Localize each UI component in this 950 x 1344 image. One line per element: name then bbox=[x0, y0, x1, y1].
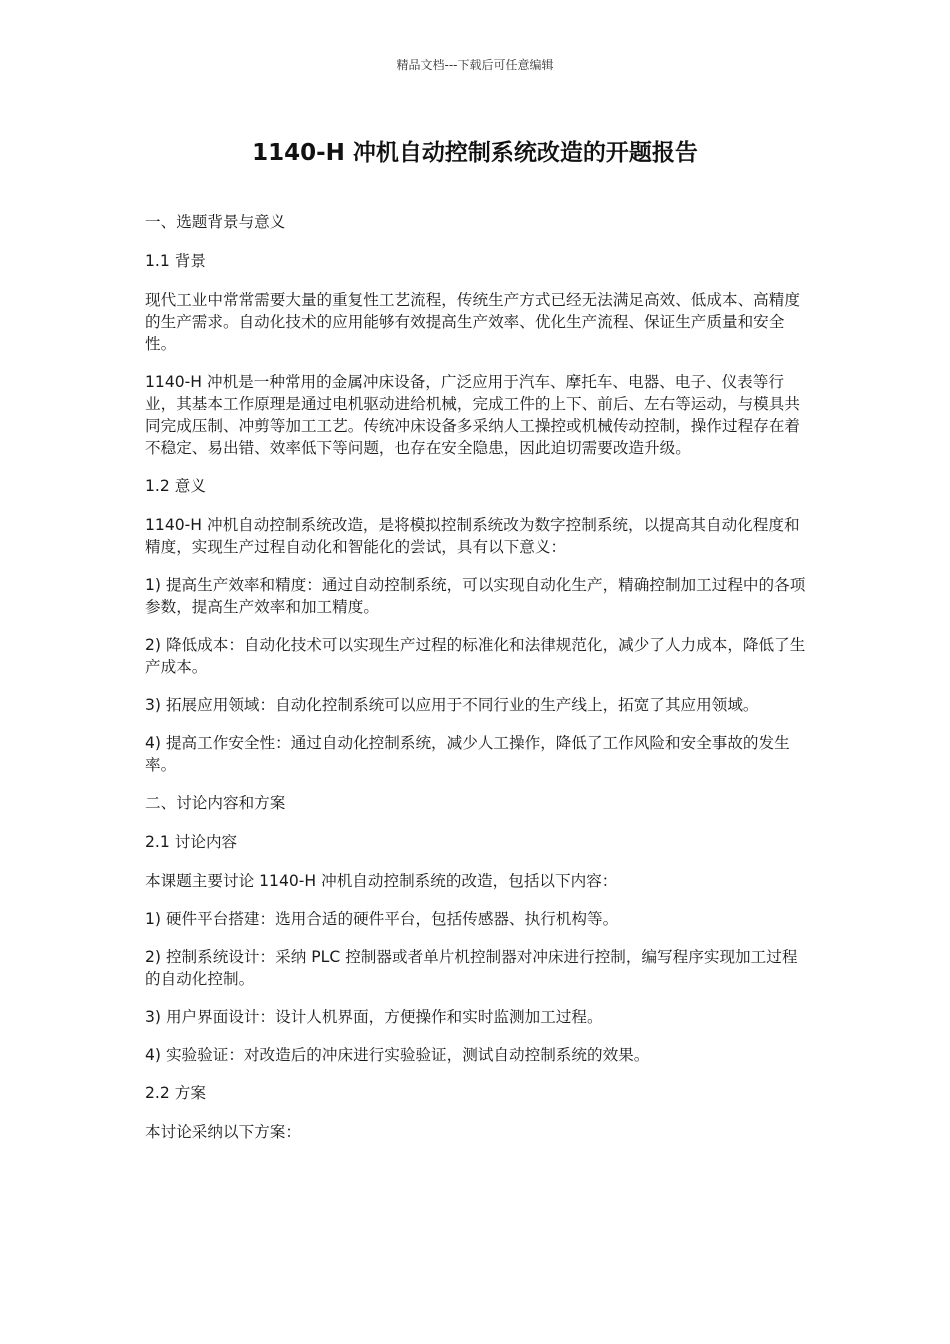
page-header: 精品文档---下载后可任意编辑 bbox=[396, 58, 554, 72]
list-item-content-3: 3) 用户界面设计：设计人机界面，方便操作和实时监测加工过程。 bbox=[145, 1008, 603, 1026]
paragraph-background-1: 现代工业中常常需要大量的重复性工艺流程，传统生产方式已经无法满足高效、低成本、高精度的生产需求。自动化技术的应用能够有效提高生产效率、优化生产流程、保证生产质量和安全性。 bbox=[145, 291, 800, 353]
list-item-content-4: 4) 实验验证：对改造后的冲床进行实验验证，测试自动控制系统的效果。 bbox=[145, 1046, 650, 1064]
list-item-significance-3: 3) 拓展应用领域：自动化控制系统可以应用于不同行业的生产线上，拓宽了其应用领域。 bbox=[145, 696, 759, 714]
document-body bbox=[145, 211, 807, 1159]
list-item-significance-4: 4) 提高工作安全性：通过自动化控制系统，减少人工操作，降低了工作风险和安全事故的发生率。 bbox=[145, 734, 790, 774]
list-item-content-2: 2) 控制系统设计：采纳 PLC 控制器或者单片机控制器对冲床进行控制，编写程序实现加工过程的自动化控制。 bbox=[145, 948, 798, 988]
paragraph-plan-intro: 本讨论采纳以下方案： bbox=[145, 1123, 301, 1141]
subsection-heading-2-2: 2.2 方案 bbox=[145, 1084, 206, 1102]
paragraph-background-2: 1140-H 冲机是一种常用的金属冲床设备，广泛应用于汽车、摩托车、电器、电子、仪表等行业，其基本工作原理是通过电机驱动进给机械，完成工件的上下、前后、左右等运动，与模具共同完成压制、冲剪等加工工艺。传统冲床设备多采纳人工操控或机械传动控制，操作过程存在着不稳定、易出错、效率低下等问题，也存在安全隐患，因此迫切需要改造升级。 bbox=[145, 373, 800, 457]
subsection-heading-1-1: 1.1 背景 bbox=[145, 252, 206, 270]
subsection-heading-2-1: 2.1 讨论内容 bbox=[145, 833, 238, 851]
list-item-significance-1: 1) 提高生产效率和精度：通过自动控制系统，可以实现自动化生产，精确控制加工过程中的各项参数，提高生产效率和加工精度。 bbox=[145, 576, 806, 616]
subsection-heading-1-2: 1.2 意义 bbox=[145, 477, 206, 495]
list-item-significance-2: 2) 降低成本：自动化技术可以实现生产过程的标准化和法律规范化，减少了人力成本，降低了生产成本。 bbox=[145, 636, 806, 676]
paragraph-significance-intro: 1140-H 冲机自动控制系统改造，是将模拟控制系统改为数字控制系统，以提高其自动化程度和精度，实现生产过程自动化和智能化的尝试，具有以下意义： bbox=[145, 516, 800, 556]
section-heading-2: 二、讨论内容和方案 bbox=[145, 794, 286, 812]
list-item-content-1: 1) 硬件平台搭建：选用合适的硬件平台，包括传感器、执行机构等。 bbox=[145, 910, 619, 928]
document-title: 1140-H 冲机自动控制系统改造的开题报告 bbox=[252, 140, 698, 166]
section-heading-1: 一、选题背景与意义 bbox=[145, 213, 286, 231]
paragraph-content-intro: 本课题主要讨论 1140-H 冲机自动控制系统的改造，包括以下内容： bbox=[145, 872, 618, 890]
